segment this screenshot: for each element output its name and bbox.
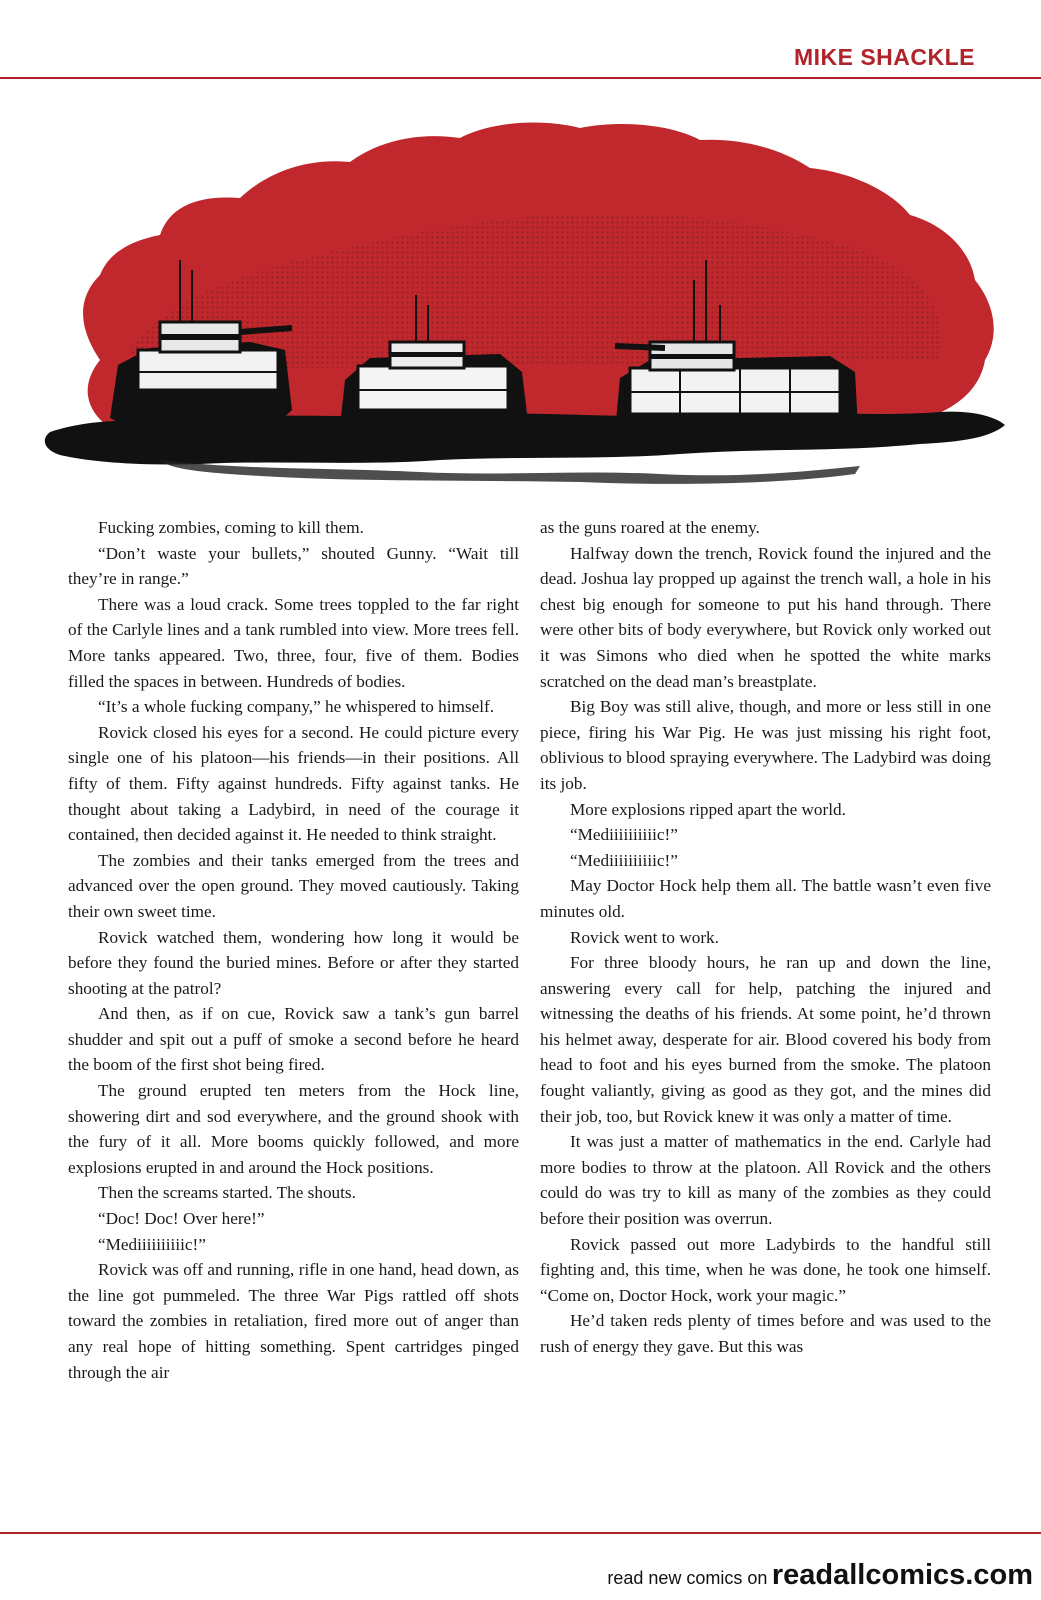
paragraph: “Mediiiiiiiiiic!” <box>570 850 678 870</box>
paragraph: “Mediiiiiiiiiic!” <box>570 825 678 845</box>
paragraph: “Mediiiiiiiiiic!” <box>98 1234 206 1254</box>
paragraph-continuation: as the guns roared at the enemy. <box>540 518 760 537</box>
paragraph: Fucking zombies, coming to kill them. <box>98 518 364 537</box>
paragraph: Big Boy was still alive, though, and more or less still in one piece, firing his War Pig. He was just missing his right foot, oblivious to blood spraying everywhere. The Ladybird was doing its job. <box>540 697 991 793</box>
paragraph: For three bloody hours, he ran up and down the line, answering every call for help, patching the injured and witnessing the deaths of his friends. At some point, he’d thrown his helmet away, desperate for air. Blood covered his body from head to foot and his eyes burned from the smoke. The platoon fought valiantly, giving as good as they got, and the mines did their job, too, but Rovick knew it was only a matter of time. <box>540 953 991 1126</box>
header-rule <box>0 77 1041 79</box>
paragraph: Halfway down the trench, Rovick found the injured and the dead. Joshua lay propped up against the trench wall, a hole in his chest big enough for someone to put his hand through. There were other bits of body everywhere, but Rovick only worked out it was Simons who died when he spotted the white marks scratched on the dead man’s breastplate. <box>540 543 991 691</box>
right-text-column <box>540 515 991 1360</box>
paragraph: “It’s a whole fucking company,” he whispered to himself. <box>98 697 494 717</box>
left-text-column <box>68 515 519 1385</box>
paragraph: Rovick watched them, wondering how long it would be before they found the buried mines. Before or after they started shooting at the patrol? <box>68 927 519 998</box>
paragraph: The ground erupted ten meters from the Hock line, showering dirt and sod everywhere, and the ground shook with the fury of it all. More booms quickly followed, and more explosions erupted in and around the Hock positions. <box>68 1081 519 1177</box>
footer-prefix: read new comics on <box>607 1568 768 1588</box>
paragraph: “Don’t waste your bullets,” shouted Gunny. “Wait till they’re in range.” <box>68 543 519 589</box>
footer-site-link[interactable]: readallcomics.com <box>771 1559 1033 1591</box>
paragraph: Rovick passed out more Ladybirds to the handful still fighting and, this time, when he was done, he took one himself. “Come on, Doctor Hock, work your magic.” <box>540 1234 991 1305</box>
paragraph: The zombies and their tanks emerged from the trees and advanced over the open ground. They moved cautiously. Taking their own sweet time. <box>68 850 519 921</box>
paragraph: Rovick went to work. <box>570 927 719 947</box>
paragraph: Rovick closed his eyes for a second. He could picture every single one of his platoon—his friends—in their positions. All fifty of them. Fifty against hundreds. Fifty against tanks. He thought about taking a Ladybird, in need of the courage it contained, then decided against it. He needed to think straight. <box>68 722 519 845</box>
footer-rule <box>0 1532 1041 1534</box>
paragraph: He’d taken reds plenty of times before and was used to the rush of energy they gave. But this was <box>540 1311 991 1356</box>
paragraph: Then the screams started. The shouts. <box>98 1183 356 1203</box>
paragraph: Rovick was off and running, rifle in one hand, head down, as the line got pummeled. The three War Pigs rattled off shots toward the zombies in retaliation, fired more out of anger than any real hope of hitting something. Spent cartridges pinged through the air <box>68 1260 519 1382</box>
paragraph: It was just a matter of mathematics in the end. Carlyle had more bodies to throw at the platoon. All Rovick and the others could do was try to kill as many of the zombies as they could before their position was overrun. <box>540 1132 991 1229</box>
tank-illustration <box>40 110 1010 500</box>
page-footer[interactable] <box>607 1559 1033 1592</box>
page-header <box>0 0 1041 80</box>
paragraph: There was a loud crack. Some trees toppled to the far right of the Carlyle lines and a tank rumbled into view. More trees fell. More tanks appeared. Two, three, four, five of them. Bodies filled the spaces in between. Hundreds of bodies. <box>68 594 519 691</box>
running-header-author: MIKE SHACKLE <box>793 44 975 70</box>
paragraph: More explosions ripped apart the world. <box>570 799 846 819</box>
paragraph: “Doc! Doc! Over here!” <box>98 1209 265 1229</box>
paragraph: And then, as if on cue, Rovick saw a tank’s gun barrel shudder and spit out a puff of smoke a second before he heard the boom of the first shot being fired. <box>68 1004 519 1075</box>
paragraph: May Doctor Hock help them all. The battle wasn’t even five minutes old. <box>540 876 991 921</box>
